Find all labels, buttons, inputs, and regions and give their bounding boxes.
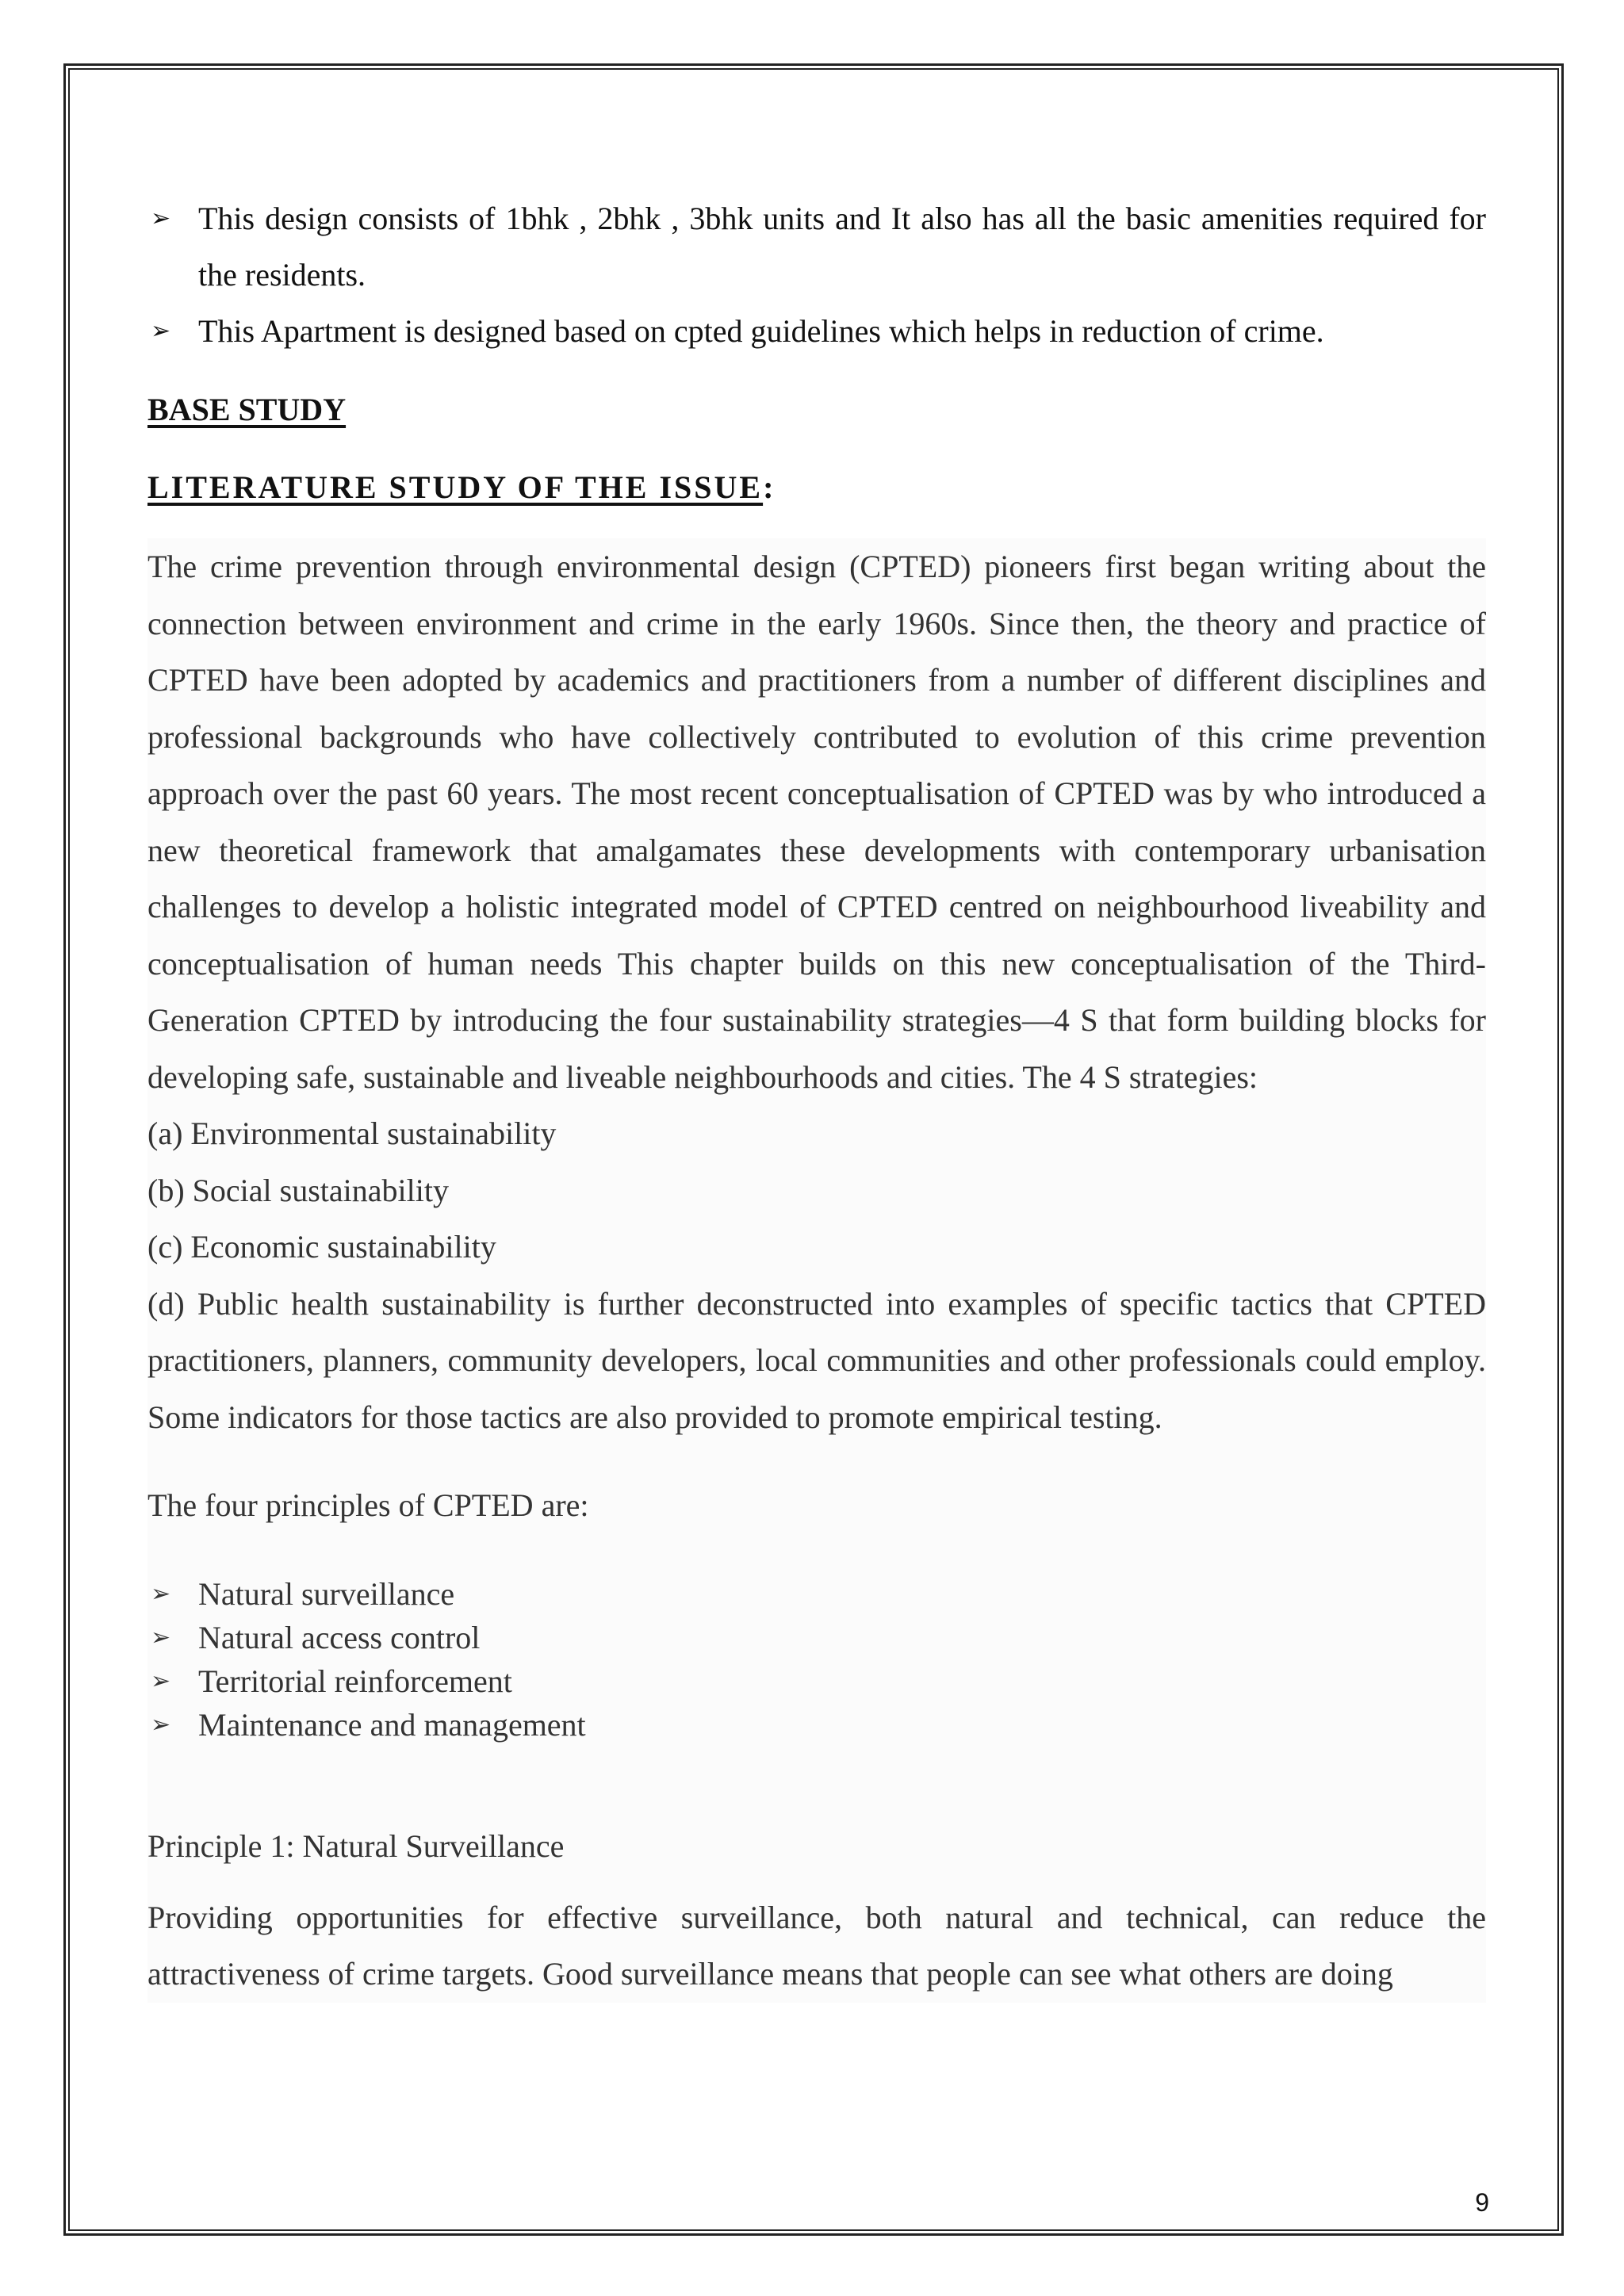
arrow-bullet-icon: ➢ — [151, 317, 171, 345]
literature-study-heading — [147, 464, 1486, 511]
principle-text: Territorial reinforcement — [198, 1663, 512, 1699]
list-item — [147, 190, 1486, 303]
principle-text: Maintenance and management — [198, 1706, 586, 1743]
principle-text: Natural surveillance — [198, 1575, 455, 1612]
list-item — [147, 303, 1486, 359]
principle-1-title: Principle 1: Natural Surveillance — [147, 1827, 565, 1864]
list-item — [147, 1659, 1486, 1703]
arrow-bullet-icon: ➢ — [151, 1623, 171, 1651]
principles-intro: The four principles of CPTED are: — [147, 1487, 589, 1523]
strategy-a: (a) Environmental sustainability — [147, 1115, 557, 1151]
strategy-d-paragraph: (d) Public health sustainability is further deconstructed into examples of specific tactics that CPTED practitioners, planners, community developers, local communities and other professionals could employ. Some indicators for those tactics are also provided to promote empirical testing. — [147, 1285, 1486, 1435]
arrow-bullet-icon: ➢ — [151, 1710, 171, 1739]
bullet-text: This Apartment is designed based on cpted guidelines which helps in reduction of crime. — [198, 313, 1324, 349]
arrow-bullet-icon: ➢ — [151, 1667, 171, 1695]
paragraph-cpted-history: The crime prevention through environmental design (CPTED) pioneers first began writing about the connection between environment and crime in the early 1960s. Since then, the theory and practice of CPTED have been adopted by academics and practitioners from a number of different disciplines and professional backgrounds who have collectively contributed to evolution of this crime prevention approach over the past 60 years. The most recent conceptualisation of CPTED was by who introduced a new theoretical framework that amalgamates these developments with contemporary urbanisation challenges to develop a holistic integrated model of CPTED centred on neighbourhood liveability and conceptualisation of human needs This chapter builds on this new conceptualisation of the Third-Generation CPTED by introducing the four sustainability strategies—4 S that form building blocks for developing safe, sustainable and liveable neighbourhoods and cities. The 4 S strategies: — [147, 549, 1486, 1095]
arrow-bullet-icon: ➢ — [151, 205, 171, 232]
list-item — [147, 1703, 1486, 1747]
strategy-c: (c) Economic sustainability — [147, 1229, 496, 1265]
heading-colon: : — [763, 469, 776, 505]
document-body — [147, 190, 1486, 2003]
list-item — [147, 1572, 1486, 1616]
principles-list — [147, 1572, 1486, 1747]
arrow-bullet-icon: ➢ — [151, 1579, 171, 1608]
page-number: 9 — [1475, 2188, 1489, 2217]
strategy-b: (b) Social sustainability — [147, 1172, 449, 1208]
bullet-text: This design consists of 1bhk , 2bhk , 3bhk units and It also has all the basic amenities required for the residents. — [198, 201, 1486, 293]
list-item — [147, 1616, 1486, 1659]
principle-1-paragraph: Providing opportunities for effective surveillance, both natural and technical, can reduce the attractiveness of crime targets. Good surveillance means that people can see what others are doing — [147, 1899, 1486, 1992]
literature-study-heading-text: LITERATURE STUDY OF THE ISSUE — [147, 469, 764, 505]
principle-text: Natural access control — [198, 1619, 481, 1655]
intro-bullet-list — [147, 190, 1486, 359]
base-study-heading: BASE STUDY — [147, 392, 347, 427]
literature-section — [147, 538, 1486, 2003]
